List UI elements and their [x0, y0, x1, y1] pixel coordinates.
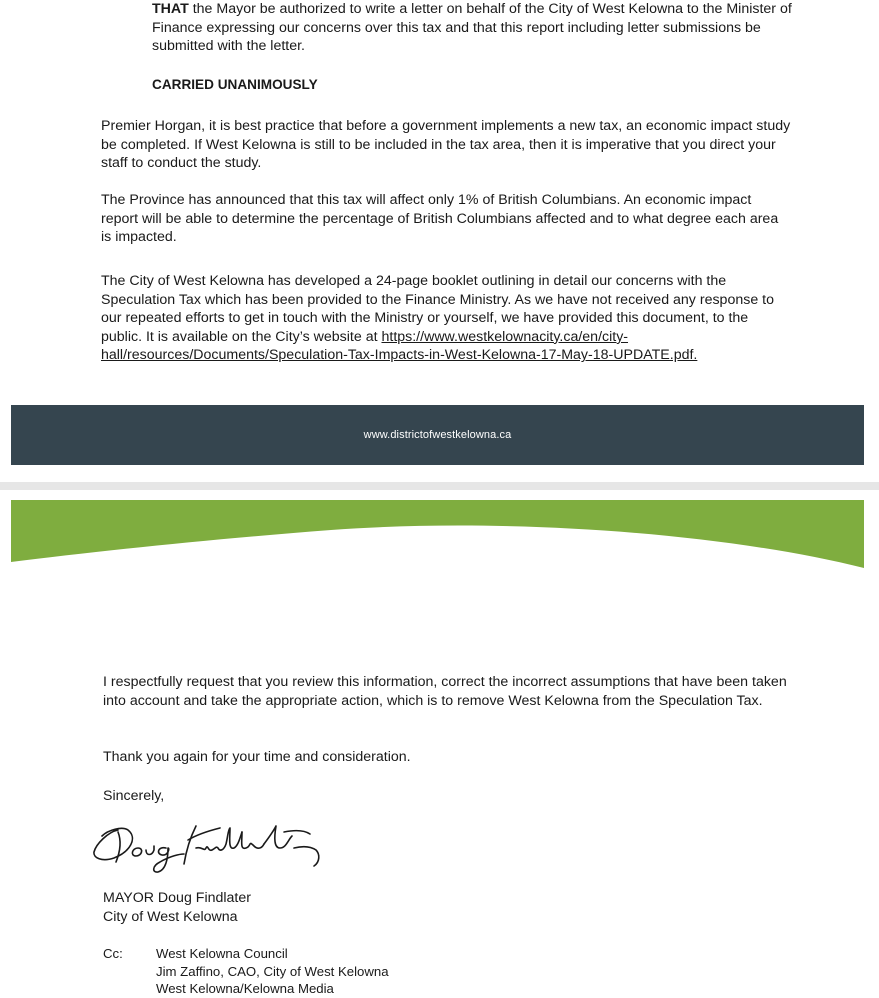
- cc-recipient: Jim Zaffino, CAO, City of West Kelowna: [156, 963, 389, 979]
- cc-recipients: [156, 945, 389, 998]
- cc-label: Cc:: [103, 946, 123, 961]
- signer-organization: City of West Kelowna: [103, 908, 238, 925]
- booklet-text: The City of West Kelowna has developed a 24-page booklet outlining in detail our concerns with the Speculation Tax which has been provided to the Finance Ministry. As we have not received any response to our repeated efforts to get in touch with the Ministry or yourself, we have provided this document, to the public. It is available on the City’s website at: [101, 273, 774, 345]
- paragraph-one-percent: The Province has announced that this tax will affect only 1% of British Columbians. An economic impact report will be able to determine the percentage of British Columbians affected and to what degree each area is impacted.: [101, 192, 779, 246]
- signer-title: MAYOR Doug Findlater: [103, 890, 251, 906]
- paragraph-thanks: Thank you again for your time and consideration.: [103, 749, 411, 765]
- resolution-text: [152, 0, 792, 56]
- booklet-link[interactable]: https://www.westkelownacity.ca/en/city-hall/resources/Documents/Speculation-Tax-Impacts-in-West-Kelowna-17-May-18-UPDATE.pdf.: [101, 328, 698, 364]
- cc-recipient: West Kelowna Council: [156, 946, 288, 961]
- paragraph-booklet: [101, 272, 791, 365]
- footer-band: [11, 405, 864, 465]
- resolution-body: the Mayor be authorized to write a letter on behalf of the City of West Kelowna to the Minister of Finance expressing our concerns over this tax and that this report including letter submissions be submitted with the letter.: [152, 1, 792, 55]
- handwritten-signature: [88, 818, 338, 878]
- carried-unanimously: CARRIED UNANIMOUSLY: [152, 77, 318, 92]
- header-green-wave: [11, 500, 864, 570]
- green-wave-shape: [11, 500, 864, 568]
- sign-off: Sincerely,: [103, 788, 165, 804]
- paragraph-request: I respectfully request that you review this information, correct the incorrect assumptions that have been taken into account and take the appropriate action, which is to remove West Kelowna from the Speculation Tax.: [103, 674, 787, 709]
- footer-website-url[interactable]: www.districtofwestkelowna.ca: [363, 429, 512, 441]
- page-separator: [0, 482, 879, 490]
- paragraph-impact-study: Premier Horgan, it is best practice that before a government implements a new tax, an economic impact study be completed. If West Kelowna is still to be included in the tax area, then it is imperative that you direct your staff to conduct the study.: [101, 118, 791, 172]
- resolution-lead: THAT: [152, 1, 189, 17]
- signer-block: [103, 889, 251, 926]
- cc-recipient: West Kelowna/Kelowna Media: [156, 981, 334, 996]
